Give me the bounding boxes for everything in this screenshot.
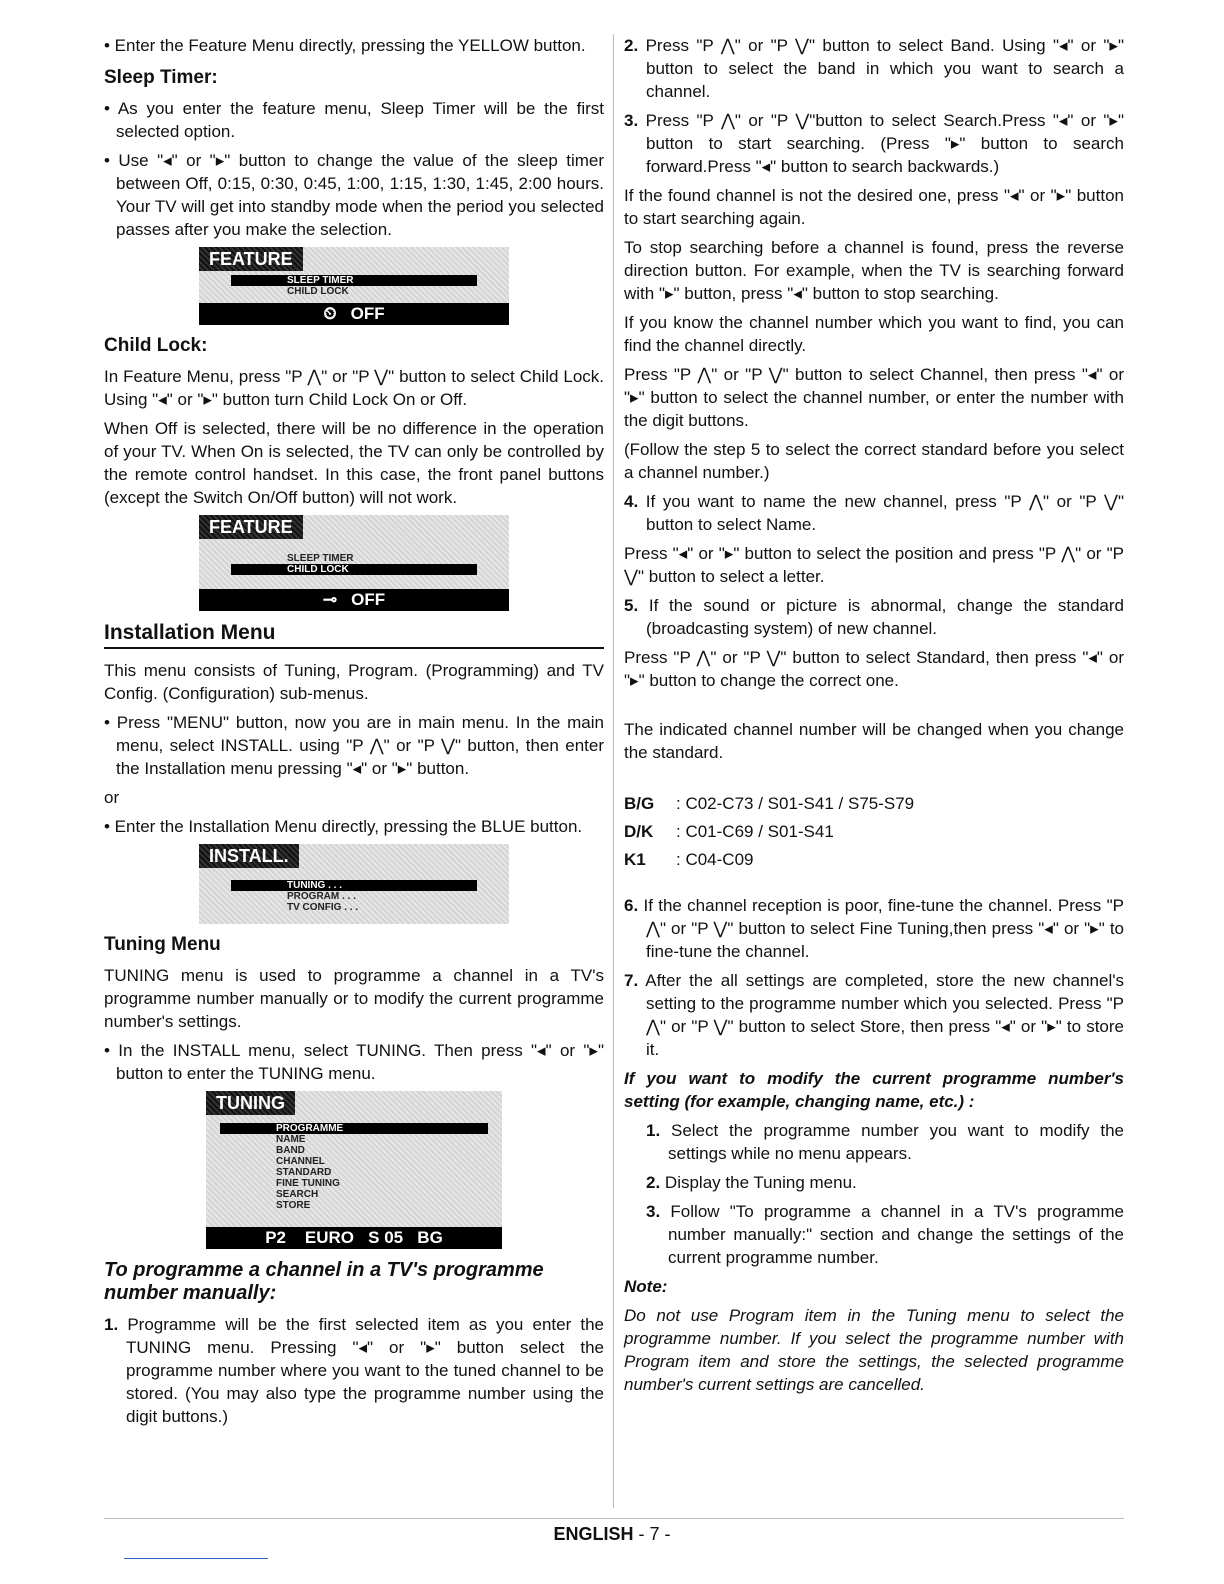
column-divider — [613, 34, 614, 1508]
para-follow: (Follow the step 5 to select the correct standard before you select a channel number.) — [624, 440, 1124, 482]
feature-menu-child — [199, 515, 509, 611]
menu-item-channel: CHANNEL — [276, 1156, 325, 1167]
heading-modify: If you want to modify the current programme number's setting (for example, changing name, etc.) : — [624, 1069, 1124, 1111]
para-sleep-1: • As you enter the feature menu, Sleep Timer will be the first selected option. — [104, 99, 604, 141]
install-menu — [199, 844, 509, 924]
menu-title: FEATURE — [199, 515, 303, 539]
key-icon: ⊸ — [322, 590, 338, 609]
menu-title: TUNING — [206, 1091, 295, 1115]
heading-child-lock: Child Lock: — [104, 335, 208, 356]
step-3: 3. Press "P ⋀" or "P ⋁"button to select Search.Press "◂" or "▸" button to start searching. (Press "▸" button to search forward.Press "◂" button to search backwards.) — [624, 111, 1124, 176]
menu-item-tuning: TUNING . . . — [231, 880, 477, 891]
menu-item-sleep-timer: SLEEP TIMER — [231, 275, 477, 286]
feature-menu-sleep — [199, 247, 509, 325]
footer-language: ENGLISH — [553, 1524, 634, 1544]
menu-title: FEATURE — [199, 247, 303, 271]
para-tuning-2: • In the INSTALL menu, select TUNING. Then press "◂" or "▸" button to enter the TUNING menu. — [104, 1041, 604, 1083]
sub-step-1: 1. Select the programme number you want to modify the settings while no menu appears. — [646, 1121, 1124, 1163]
menu-item-programme: PROGRAMME — [220, 1123, 488, 1134]
menu-footer: ⊸ OFF — [199, 589, 509, 611]
menu-footer: ⏲ OFF — [199, 303, 509, 325]
menu-item-fine-tuning: FINE TUNING — [276, 1178, 340, 1189]
step-6: 6. If the channel reception is poor, fine-tune the channel. Press "P ⋀" or "P ⋁" button to select Fine Tuning,then press "◂" or "▸" to fine-tune the channel. — [624, 896, 1124, 961]
menu-item-search: SEARCH — [276, 1189, 319, 1200]
para-standard: Press "P ⋀" or "P ⋁" button to select Standard, then press "◂" or "▸" button to change the correct one. — [624, 648, 1124, 690]
para-position: Press "◂" or "▸" button to select the position and press "P ⋀" or "P ⋁" button to select a letter. — [624, 544, 1124, 586]
step-5: 5. If the sound or picture is abnormal, change the standard (broadcasting system) of new channel. — [624, 596, 1124, 638]
para-know: If you know the channel number which you want to find, you can find the channel directly. — [624, 313, 1124, 355]
page-number: - 7 - — [638, 1524, 671, 1544]
menu-item-child-lock: CHILD LOCK — [287, 286, 349, 297]
para-install-2: • Press "MENU" button, now you are in main menu. In the main menu, select INSTALL. using "P ⋀" or "P ⋁" button, then enter the Installation menu pressing "◂" or "▸" button. — [104, 713, 604, 778]
para-found: If the found channel is not the desired one, press "◂" or "▸" button to start searching again. — [624, 186, 1124, 228]
footer-rule — [104, 1518, 1124, 1519]
step-4: 4. If you want to name the new channel, press "P ⋀" or "P ⋁" button to select Name. — [624, 492, 1124, 534]
menu-item-sleep-timer: SLEEP TIMER — [287, 553, 354, 564]
para-yellow: • Enter the Feature Menu directly, pressing the YELLOW button. — [104, 36, 586, 55]
para-install-3: • Enter the Installation Menu directly, pressing the BLUE button. — [104, 817, 583, 836]
sub-step-2: 2. Display the Tuning menu. — [646, 1173, 857, 1192]
para-child-2: When Off is selected, there will be no difference in the operation of your TV. When On is selected, the TV can only be controlled by the remote control handset. In this case, the front panel buttons (except the Switch On/Off button) will not work. — [104, 419, 604, 507]
standard-row: B/G : C02-C73 / S01-S41 / S75-S79 — [624, 794, 915, 813]
para-tuning-1: TUNING menu is used to programme a channel in a TV's programme number manually or to modify the current programme number's settings. — [104, 966, 604, 1031]
para-or: or — [104, 788, 120, 807]
step-7: 7. After the all settings are completed, store the new channel's setting to the programme number which you selected. Press "P ⋀" or "P ⋁" button to select Store, then press "◂" or "▸" to store it. — [624, 971, 1124, 1059]
menu-footer: P2 EURO S 05 BG — [206, 1227, 502, 1249]
right-column — [624, 34, 1124, 1402]
standard-row: D/K : C01-C69 / S01-S41 — [624, 822, 834, 841]
page-footer — [0, 1524, 1224, 1545]
clock-icon: ⏲ — [323, 304, 337, 323]
menu-title: INSTALL. — [199, 844, 299, 868]
heading-tuning-menu: Tuning Menu — [104, 934, 221, 955]
menu-item-band: BAND — [276, 1145, 305, 1156]
standard-row: K1 : C04-C09 — [624, 850, 754, 869]
menu-item-child-lock: CHILD LOCK — [231, 564, 477, 575]
step-1: 1. Programme will be the first selected item as you enter the TUNING menu. Pressing "◂" or "▸" button select the programme number where you want to the tuned channel to be stored. (You may also type the programme number using the digit buttons.) — [104, 1315, 604, 1426]
menu-item-tv-config: TV CONFIG . . . — [287, 902, 359, 913]
para-sleep-2: • Use "◂" or "▸" button to change the value of the sleep timer between Off, 0:15, 0:30, 0:45, 1:00, 1:15, 1:30, 1:45, 2:00 hours. Your TV will get into standby mode when the period you selected passes after you make the selection. — [104, 151, 604, 239]
tuning-menu — [206, 1091, 502, 1249]
para-indicated: The indicated channel number will be changed when you change the standard. — [624, 720, 1124, 762]
note-heading: Note: — [624, 1277, 668, 1296]
menu-item-store: STORE — [276, 1200, 311, 1211]
para-install-1: This menu consists of Tuning, Program. (Programming) and TV Config. (Configuration) sub-menus. — [104, 661, 604, 703]
left-column — [104, 34, 604, 1434]
menu-item-standard: STANDARD — [276, 1167, 332, 1178]
heading-installation-menu: Installation Menu — [104, 621, 604, 649]
menu-item-name: NAME — [276, 1134, 306, 1145]
step-2: 2. Press "P ⋀" or "P ⋁" button to select Band. Using "◂" or "▸" button to select the band in which you want to search a channel. — [624, 36, 1125, 101]
heading-sleep-timer: Sleep Timer: — [104, 67, 218, 88]
sub-step-3: 3. Follow "To programme a channel in a TV's programme number manually:" section and change the settings of the current programme number. — [646, 1202, 1124, 1267]
heading-programme-manually: To programme a channel in a TV's programme number manually: — [104, 1259, 544, 1304]
para-press-channel: Press "P ⋀" or "P ⋁" button to select Channel, then press "◂" or "▸" button to select the channel number, or enter the number with the digit buttons. — [624, 365, 1124, 430]
footer-blue-line — [124, 1558, 268, 1559]
para-child-1: In Feature Menu, press "P ⋀" or "P ⋁" button to select Child Lock. Using "◂" or "▸" button turn Child Lock On or Off. — [104, 367, 604, 409]
para-stop: To stop searching before a channel is found, press the reverse direction button. For example, when the TV is searching forward with "▸" button, press "◂" button to stop searching. — [624, 238, 1124, 303]
note-text: Do not use Program item in the Tuning menu to select the programme number. If you select the programme number with Program item and store the settings, the selected programme number's current settings are cancelled. — [624, 1306, 1124, 1394]
menu-item-program: PROGRAM . . . — [287, 891, 356, 902]
